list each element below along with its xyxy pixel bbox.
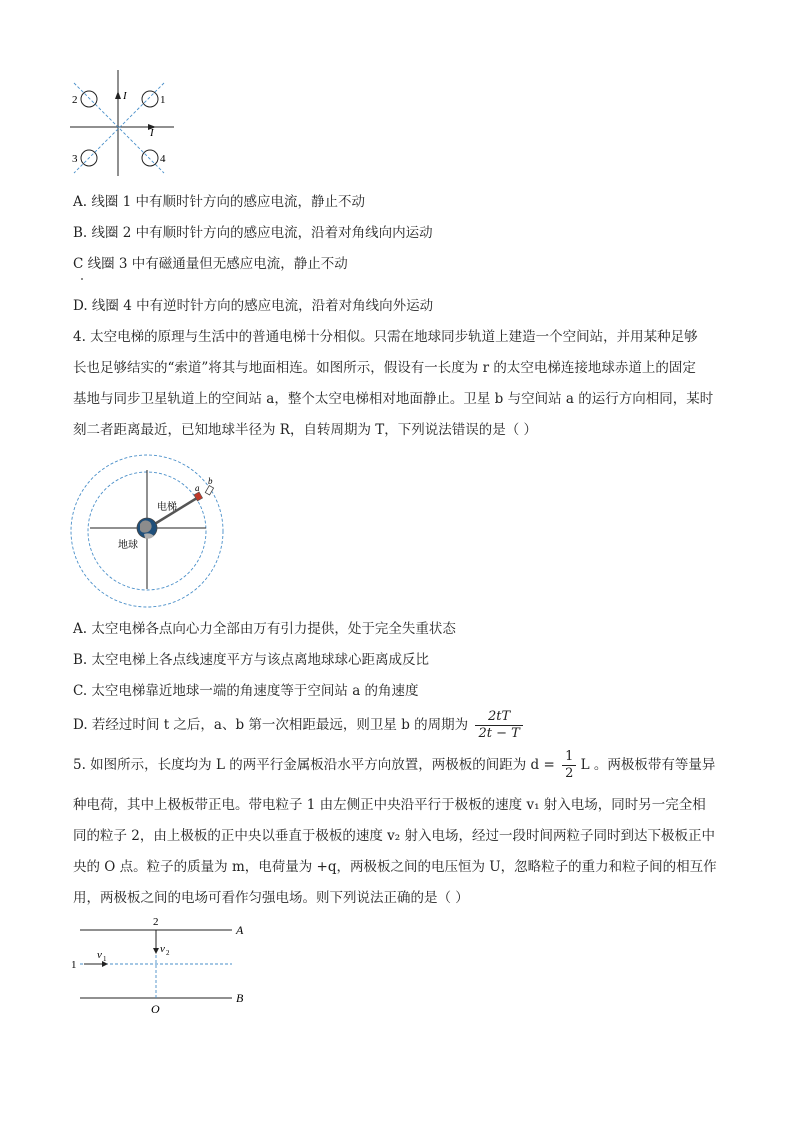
- q5-stem-line-2: 种电荷，其中上极板带正电。带电粒子 1 由左侧正中央沿平行于极板的速度 v₁ 射入电场，同时另一完全相: [73, 797, 706, 813]
- period-fraction-denominator: 2t − T: [478, 726, 520, 741]
- q5-stem-line-3: 同的粒子 2，由上极板的正中央以垂直于极板的速度 v₂ 射入电场，经过一段时间两粒子同时到达下极板正中: [73, 828, 716, 844]
- parallel-plates-figure: [68, 912, 258, 1018]
- plate-a-label: A: [236, 923, 244, 937]
- q3-option-a: A. 线圈 1 中有顺时针方向的感应电流，静止不动: [73, 194, 366, 210]
- space-elevator-figure: [70, 454, 230, 614]
- point-o-label: O: [151, 1002, 160, 1016]
- v1-label: v: [97, 949, 102, 961]
- coil-label-3: 3: [72, 153, 78, 165]
- coil-label-4: 4: [160, 153, 166, 165]
- q3-option-c: C 线圈 3 中有磁通量但无感应电流，静止不动: [73, 256, 348, 272]
- q4-option-d: [73, 708, 523, 742]
- particle-1-label: 1: [71, 959, 77, 971]
- v2-label: v: [160, 943, 165, 955]
- elevator-label: 电梯: [157, 502, 177, 513]
- satellite-b: [205, 486, 213, 495]
- particle-2-label: 2: [153, 916, 159, 928]
- v2-subscript: 2: [166, 949, 170, 957]
- gap-fraction-numerator: 1: [562, 749, 576, 766]
- v1-subscript: 1: [103, 955, 107, 963]
- q4-option-a: A. 太空电梯各点向心力全部由万有引力提供，处于完全失重状态: [73, 621, 456, 637]
- q3-option-d: D. 线圈 4 中有逆时针方向的感应电流，沿着对角线向外运动: [73, 298, 434, 314]
- gap-fraction: [562, 749, 576, 782]
- coil-label-1: 1: [160, 94, 166, 106]
- earth-label: 地球: [118, 540, 138, 551]
- q4-option-b: B. 太空电梯上各点线速度平方与该点离地球球心距离成反比: [73, 652, 430, 668]
- q5-line-1-pre: 5. 如图所示，长度均为 L 的两平行金属板沿水平方向放置，两极板的间距为 d =: [73, 757, 555, 773]
- q4-stem-line-2: 长也足够结实的“索道”将其与地面相连。如图所示，假设有一长度为 r 的太空电梯连接地球赤道上的固定: [73, 360, 696, 376]
- q5-line-1-post: L 。两极板带有等量异: [580, 757, 716, 773]
- q5-stem-line-1: [73, 748, 715, 782]
- q4-stem-line-1: 4. 太空电梯的原理与生活中的普通电梯十分相似。只需在地球同步轨道上建造一个空间站，并用某种足够: [73, 329, 698, 345]
- coils-figure: [66, 70, 178, 178]
- gap-fraction-denominator: 2: [565, 766, 574, 781]
- q4-stem-line-4: 刻二者距离最近，已知地球半径为 R，自转周期为 T，下列说法错误的是（ ）: [73, 422, 538, 438]
- current-label-horizontal: I: [150, 127, 154, 139]
- label-a: a: [195, 483, 200, 493]
- coil-label-2: 2: [72, 94, 78, 106]
- period-fraction-numerator: 2tT: [475, 709, 522, 726]
- q5-stem-line-5: 用，两极板之间的电场可看作匀强电场。则下列说法正确的是（ ）: [73, 890, 469, 906]
- q4-option-d-text: D. 若经过时间 t 之后，a、b 第一次相距最远，则卫星 b 的周期为: [73, 717, 469, 733]
- current-label-vertical: I: [123, 90, 127, 102]
- q4-stem-line-3: 基地与同步卫星轨道上的空间站 a，整个太空电梯相对地面静止。卫星 b 与空间站 a 的运行方向相同，某时: [73, 391, 714, 407]
- q3-option-b: B. 线圈 2 中有顺时针方向的感应电流，沿着对角线向内运动: [73, 225, 433, 241]
- q5-stem-line-4: 央的 O 点。粒子的质量为 m，电荷量为 +q，两极板之间的电压恒为 U，忽略粒子的重力和粒子间的相互作: [73, 859, 717, 875]
- plate-b-label: B: [236, 991, 244, 1005]
- q4-option-c: C. 太空电梯靠近地球一端的角速度等于空间站 a 的角速度: [73, 683, 419, 699]
- period-fraction: [475, 709, 522, 742]
- label-b: b: [208, 476, 213, 486]
- stray-mark: [81, 278, 83, 280]
